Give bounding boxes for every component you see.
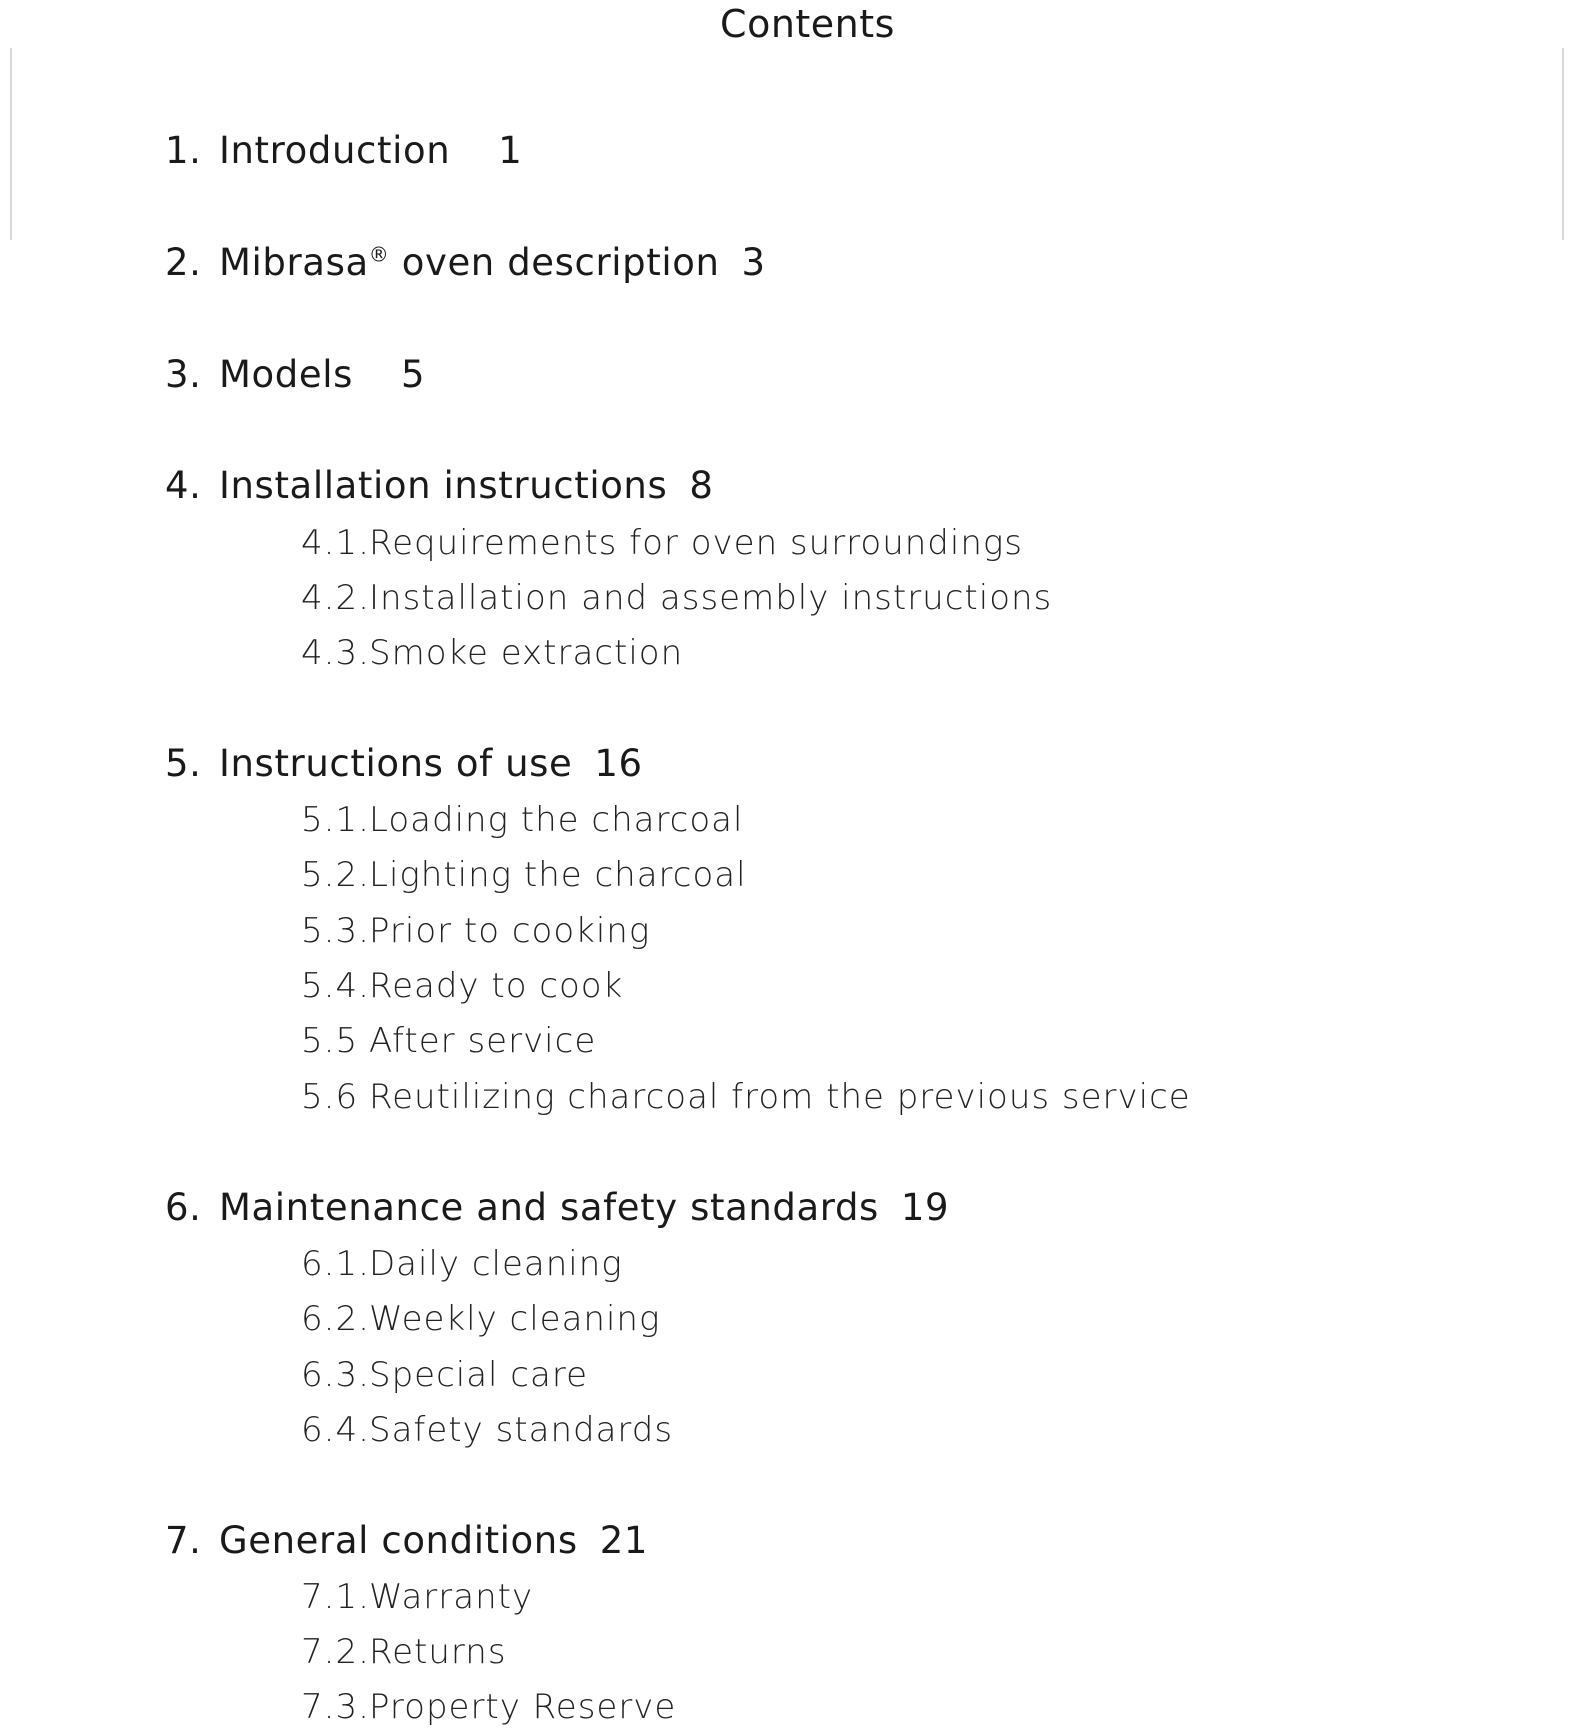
subentry-label: Reutilizing charcoal from the previous service (369, 1077, 1191, 1117)
subentry-label: Installation and assembly instructions (369, 578, 1053, 618)
toc-subentry-5-5[interactable] (301, 1020, 596, 1062)
entry-page: 5 (400, 353, 426, 396)
entry-number: 5. (165, 742, 202, 785)
subentry-number: 4.3. (301, 633, 370, 673)
subentry-number: 5.1. (301, 800, 370, 840)
subentry-number: 6.2. (301, 1299, 370, 1339)
subentry-number: 5.3. (301, 911, 370, 951)
subentry-number: 7.1. (301, 1577, 370, 1617)
toc-entry-instructions-of-use[interactable] (165, 741, 643, 787)
entry-number: 1. (165, 129, 202, 172)
toc-subentry-5-3[interactable] (301, 910, 650, 952)
subentry-number: 5.5 (301, 1021, 359, 1061)
toc-entry-general-conditions[interactable] (165, 1518, 648, 1564)
subentry-number: 4.2. (301, 578, 370, 618)
toc-subentry-6-4[interactable] (301, 1409, 673, 1451)
entry-label: Instructions of use (219, 742, 573, 785)
entry-label: Installation instructions (219, 464, 668, 507)
entry-number: 4. (165, 464, 202, 507)
subentry-label: After service (369, 1021, 597, 1061)
toc-subentry-6-1[interactable] (301, 1243, 623, 1285)
entry-number: 3. (165, 353, 202, 396)
subentry-label: Property Reserve (369, 1687, 677, 1727)
toc-subentry-4-2[interactable] (301, 577, 1052, 619)
entry-number: 6. (165, 1186, 202, 1229)
subentry-number: 5.6 (301, 1077, 359, 1117)
toc-entry-maintenance[interactable] (165, 1185, 949, 1231)
subentry-number: 5.4. (301, 966, 370, 1006)
subentry-label: Warranty (369, 1577, 534, 1617)
entry-page: 19 (900, 1186, 950, 1229)
entry-label: Introduction (219, 129, 451, 172)
toc-entry-introduction[interactable] (165, 128, 522, 174)
subentry-number: 4.1. (301, 523, 370, 563)
entry-page: 16 (594, 742, 643, 785)
toc-subentry-4-1[interactable] (301, 522, 1023, 564)
subentry-label: Smoke extraction (369, 633, 684, 673)
subentry-number: 7.3. (301, 1687, 370, 1727)
entry-page: 1 (498, 129, 523, 172)
subentry-number: 6.1. (301, 1244, 370, 1284)
entry-label: Mibrasa (219, 241, 369, 284)
toc-subentry-5-6[interactable] (301, 1076, 1191, 1118)
subentry-label: Prior to cooking (369, 911, 651, 951)
toc-subentry-6-2[interactable] (301, 1298, 660, 1340)
entry-number: 7. (165, 1519, 202, 1562)
subentry-number: 6.4. (301, 1410, 370, 1450)
subentry-label: Daily cleaning (369, 1244, 623, 1284)
entry-label: General conditions (219, 1519, 578, 1562)
toc-entry-models[interactable] (165, 352, 425, 398)
entry-page: 8 (689, 464, 714, 507)
page-title: Contents (720, 2, 895, 46)
subentry-number: 5.2. (301, 855, 370, 895)
toc-subentry-6-3[interactable] (301, 1354, 588, 1396)
toc-subentry-5-2[interactable] (301, 854, 747, 896)
toc-subentry-7-3[interactable] (301, 1686, 676, 1728)
entry-number: 2. (165, 241, 202, 284)
subentry-label: Weekly cleaning (369, 1299, 661, 1339)
entry-label: Models (219, 353, 353, 396)
subentry-label: Ready to cook (369, 966, 624, 1006)
entry-label-rest: oven description (389, 241, 720, 284)
subentry-label: Lighting the charcoal (369, 855, 747, 895)
subentry-label: Loading the charcoal (369, 800, 744, 840)
subentry-number: 7.2. (301, 1632, 370, 1672)
entry-page: 21 (599, 1519, 649, 1562)
subentry-number: 6.3. (301, 1355, 370, 1395)
subentry-label: Returns (369, 1632, 507, 1672)
toc-entry-oven-description[interactable] (165, 240, 766, 286)
entry-page: 3 (741, 241, 766, 284)
registered-mark: ® (368, 242, 390, 267)
toc-entry-installation[interactable] (165, 463, 714, 509)
subentry-label: Requirements for oven surroundings (369, 523, 1024, 563)
toc-subentry-5-1[interactable] (301, 799, 743, 841)
toc-subentry-4-3[interactable] (301, 632, 683, 674)
subentry-label: Safety standards (369, 1410, 674, 1450)
toc-subentry-5-4[interactable] (301, 965, 623, 1007)
toc-subentry-7-2[interactable] (301, 1631, 507, 1673)
toc-subentry-7-1[interactable] (301, 1576, 533, 1618)
subentry-label: Special care (369, 1355, 588, 1395)
entry-label: Maintenance and safety standards (219, 1186, 879, 1229)
